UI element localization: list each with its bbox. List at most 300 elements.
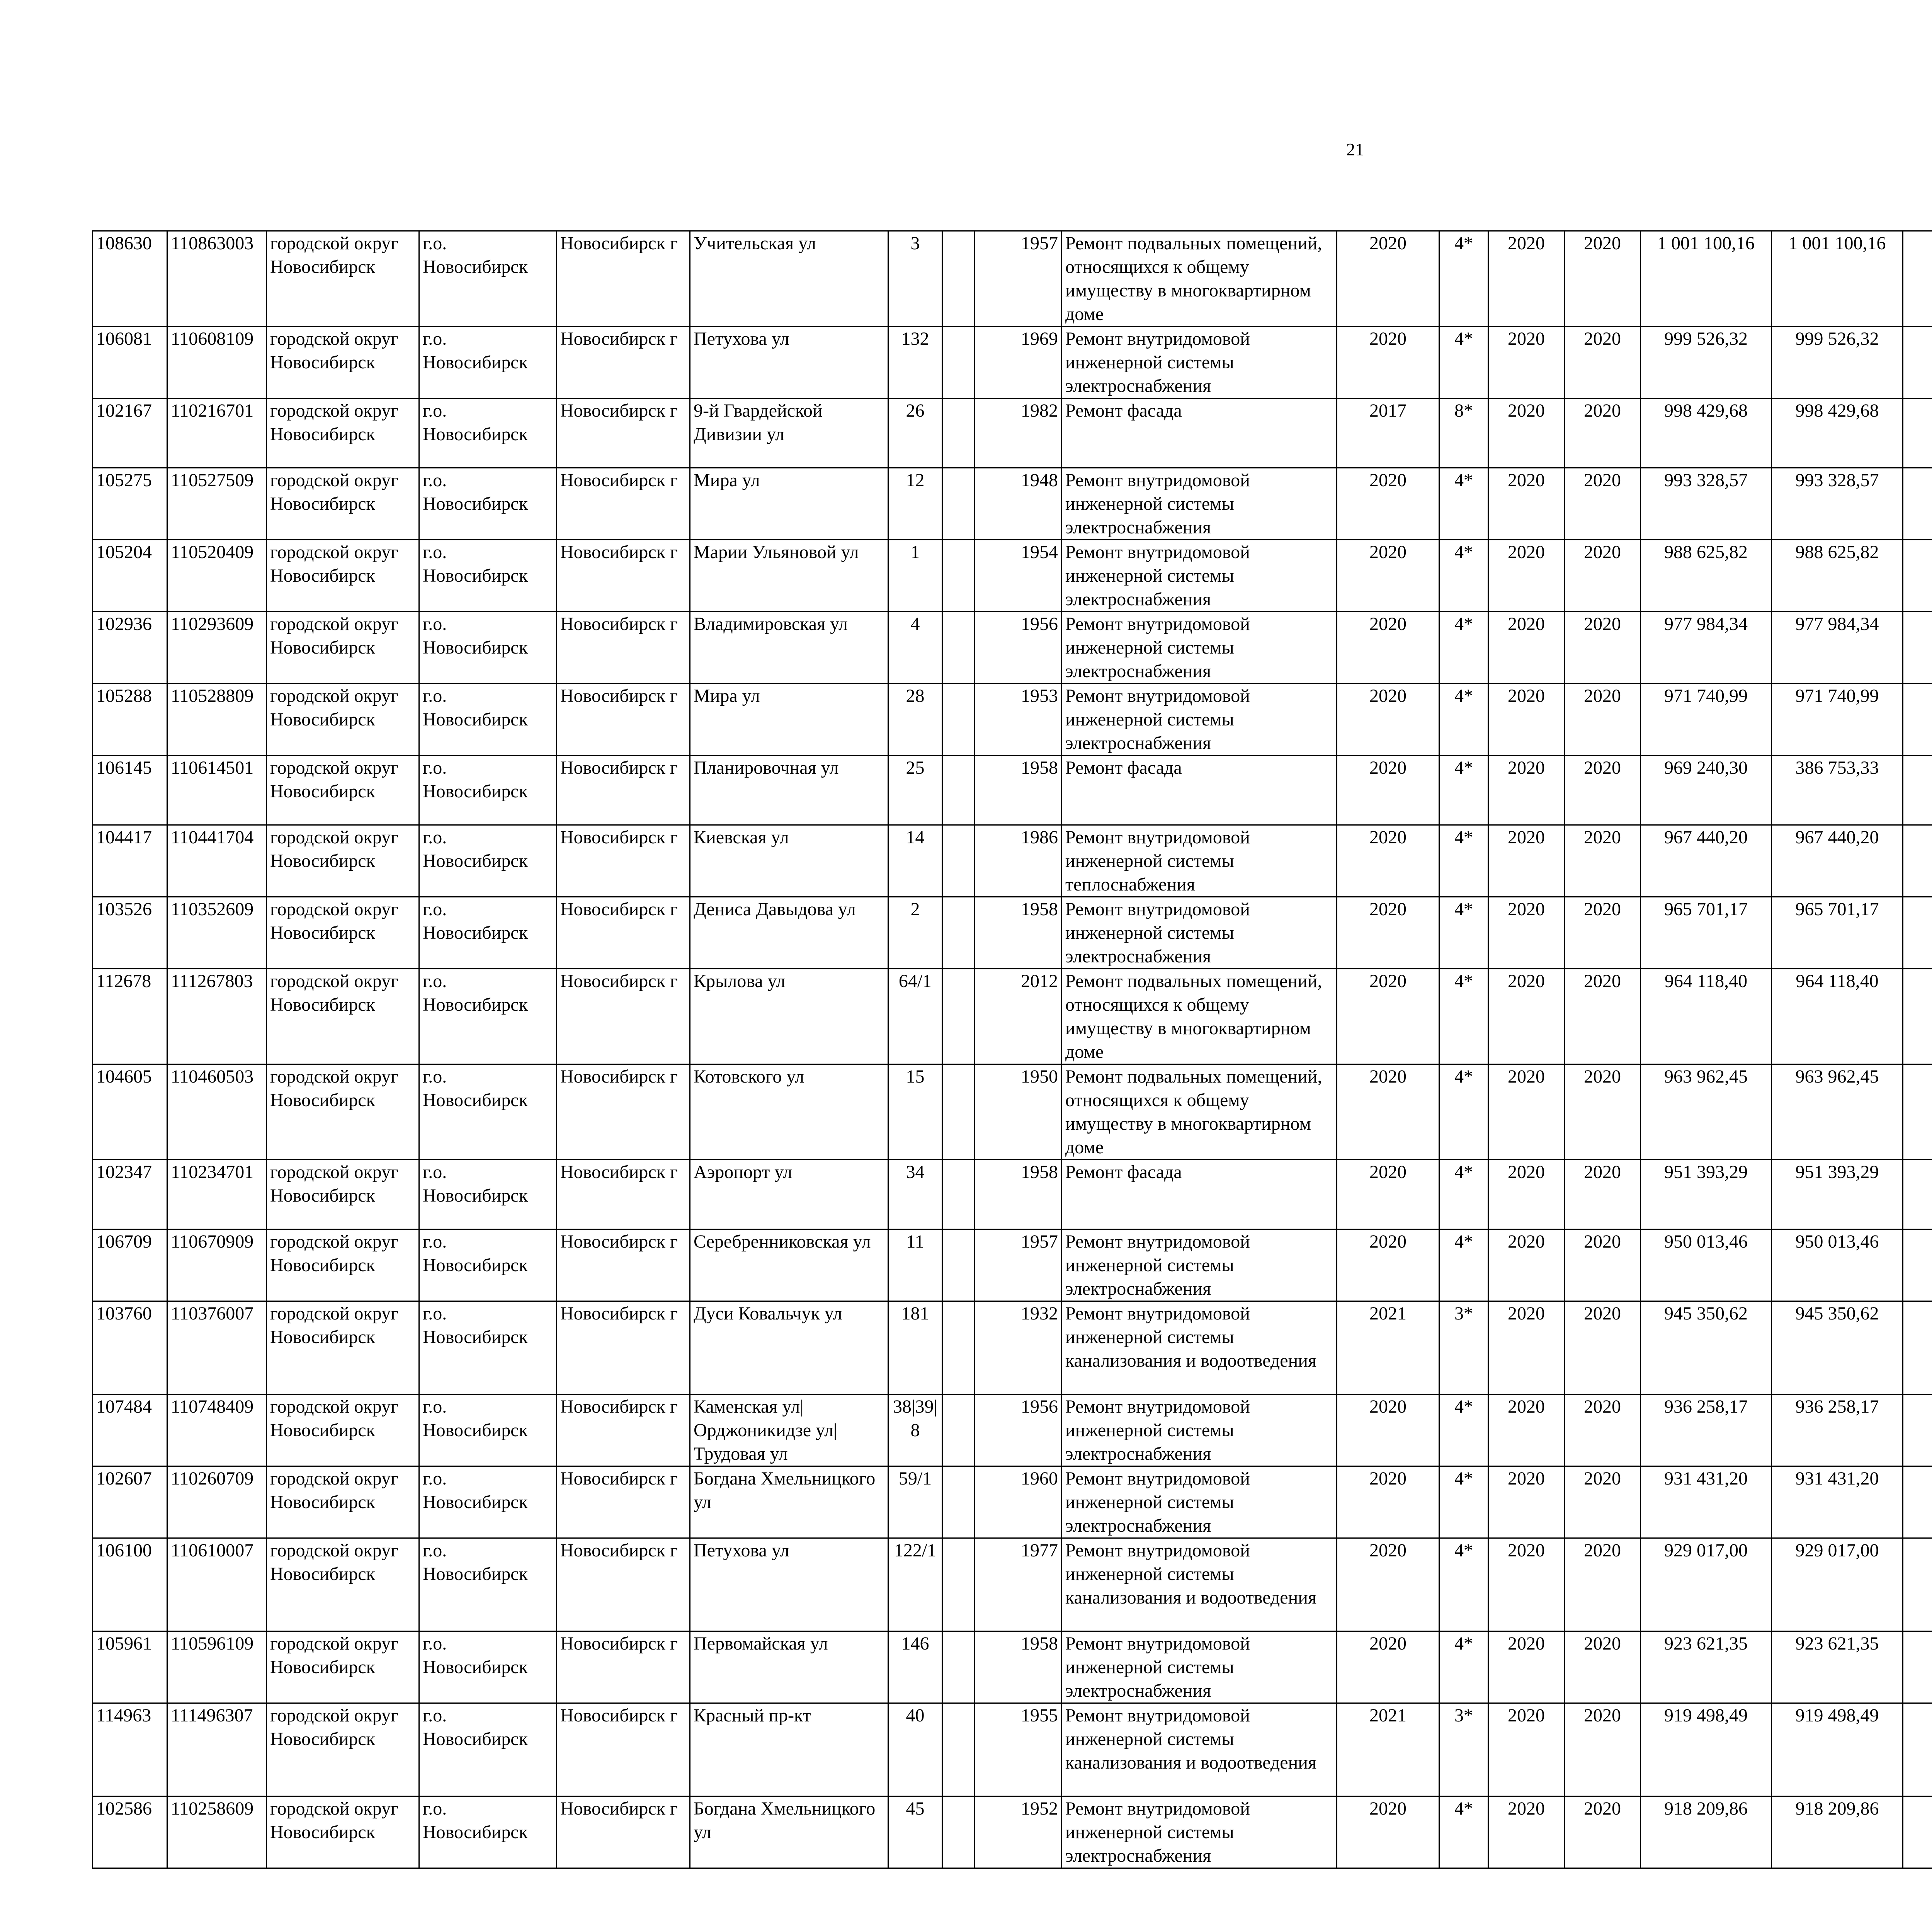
work-type-cell: Ремонт внутридомовой инженерной системы электроснабжения [1062,540,1337,612]
total-cost-cell: 923 621,35 [1641,1631,1772,1703]
priority-cell: 4* [1439,1631,1488,1703]
owners-funds-cell: 936 258,17 [1772,1394,1903,1466]
start-year-cell: 2020 [1488,1160,1565,1229]
house-number-cell: 12 [888,468,942,540]
house-number-cell: 34 [888,1160,942,1229]
house-code-cell: 102607 [93,1466,167,1538]
house-code-cell: 105275 [93,468,167,540]
building-cell [942,540,975,612]
table-row [93,969,1932,1064]
work-type-cell: Ремонт фасада [1062,398,1337,468]
fias-code-cell: 110608109 [167,327,267,398]
settlement-cell: г.о. Новосибирск [419,897,557,969]
fias-code-cell: 111496307 [167,1703,267,1796]
table-row [93,684,1932,756]
settlement-cell: г.о. Новосибирск [419,612,557,684]
federal-funds-cell [1903,756,1932,825]
fias-code-cell: 110216701 [167,398,267,468]
federal-funds-cell [1903,231,1932,327]
priority-cell: 4* [1439,540,1488,612]
street-cell: Учительская ул [690,231,888,327]
total-cost-cell: 998 429,68 [1641,398,1772,468]
house-code-cell: 106709 [93,1229,167,1301]
priority-cell: 4* [1439,897,1488,969]
build-year-cell: 1969 [975,327,1062,398]
municipality-cell: городской округ Новосибирск [267,1301,419,1394]
federal-funds-cell [1903,825,1932,897]
house-number-cell: 132 [888,327,942,398]
fias-code-cell: 110441704 [167,825,267,897]
start-year-cell: 2020 [1488,468,1565,540]
street-cell: Котовского ул [690,1064,888,1160]
house-code-cell: 112678 [93,969,167,1064]
street-cell: Аэропорт ул [690,1160,888,1229]
table-row [93,1301,1932,1394]
city-cell: Новосибирск г [557,1703,690,1796]
priority-cell: 4* [1439,1064,1488,1160]
street-cell: Планировочная ул [690,756,888,825]
end-year-cell: 2020 [1565,1301,1641,1394]
total-cost-cell: 931 431,20 [1641,1466,1772,1538]
municipality-cell: городской округ Новосибирск [267,825,419,897]
building-cell [942,398,975,468]
street-cell: Киевская ул [690,825,888,897]
house-code-cell: 104605 [93,1064,167,1160]
build-year-cell: 1955 [975,1703,1062,1796]
house-number-cell: 15 [888,1064,942,1160]
table-row [93,1229,1932,1301]
building-cell [942,468,975,540]
city-cell: Новосибирск г [557,231,690,327]
municipality-cell: городской округ Новосибирск [267,468,419,540]
end-year-cell: 2020 [1565,231,1641,327]
planned-year-cell: 2020 [1337,756,1439,825]
planned-year-cell: 2020 [1337,1631,1439,1703]
build-year-cell: 1953 [975,684,1062,756]
table-row [93,1631,1932,1703]
build-year-cell: 1960 [975,1466,1062,1538]
start-year-cell: 2020 [1488,1301,1565,1394]
city-cell: Новосибирск г [557,1160,690,1229]
house-number-cell: 45 [888,1796,942,1868]
street-cell: Петухова ул [690,327,888,398]
planned-year-cell: 2020 [1337,231,1439,327]
municipality-cell: городской округ Новосибирск [267,398,419,468]
work-type-cell: Ремонт внутридомовой инженерной системы электроснабжения [1062,327,1337,398]
municipality-cell: городской округ Новосибирск [267,897,419,969]
street-cell: Богдана Хмельницкого ул [690,1466,888,1538]
fias-code-cell: 110260709 [167,1466,267,1538]
settlement-cell: г.о. Новосибирск [419,1301,557,1394]
building-cell [942,1064,975,1160]
work-type-cell: Ремонт внутридомовой инженерной системы канализования и водоотведения [1062,1538,1337,1631]
federal-funds-cell [1903,684,1932,756]
federal-funds-cell [1903,468,1932,540]
house-number-cell: 181 [888,1301,942,1394]
settlement-cell: г.о. Новосибирск [419,684,557,756]
planned-year-cell: 2017 [1337,398,1439,468]
house-code-cell: 105204 [93,540,167,612]
priority-cell: 4* [1439,684,1488,756]
table-row [93,398,1932,468]
house-code-cell: 114963 [93,1703,167,1796]
build-year-cell: 1958 [975,1160,1062,1229]
work-type-cell: Ремонт внутридомовой инженерной системы электроснабжения [1062,1229,1337,1301]
table-row [93,468,1932,540]
planned-year-cell: 2020 [1337,327,1439,398]
end-year-cell: 2020 [1565,897,1641,969]
end-year-cell: 2020 [1565,1631,1641,1703]
priority-cell: 4* [1439,231,1488,327]
street-cell: Мира ул [690,684,888,756]
settlement-cell: г.о. Новосибирск [419,398,557,468]
settlement-cell: г.о. Новосибирск [419,1160,557,1229]
build-year-cell: 1952 [975,1796,1062,1868]
owners-funds-cell: 923 621,35 [1772,1631,1903,1703]
federal-funds-cell [1903,897,1932,969]
work-type-cell: Ремонт подвальных помещений, относящихся к общему имуществу в многоквартирном доме [1062,969,1337,1064]
building-cell [942,327,975,398]
owners-funds-cell: 964 118,40 [1772,969,1903,1064]
federal-funds-cell [1903,1160,1932,1229]
table-row [93,1466,1932,1538]
house-number-cell: 64/1 [888,969,942,1064]
owners-funds-cell: 999 526,32 [1772,327,1903,398]
house-code-cell: 103760 [93,1301,167,1394]
municipality-cell: городской округ Новосибирск [267,1064,419,1160]
start-year-cell: 2020 [1488,969,1565,1064]
priority-cell: 4* [1439,1466,1488,1538]
planned-year-cell: 2020 [1337,1796,1439,1868]
build-year-cell: 1958 [975,1631,1062,1703]
total-cost-cell: 919 498,49 [1641,1703,1772,1796]
total-cost-cell: 977 984,34 [1641,612,1772,684]
planned-year-cell: 2020 [1337,897,1439,969]
fias-code-cell: 110863003 [167,231,267,327]
end-year-cell: 2020 [1565,1466,1641,1538]
total-cost-cell: 999 526,32 [1641,327,1772,398]
house-number-cell: 4 [888,612,942,684]
priority-cell: 4* [1439,1538,1488,1631]
table-row [93,612,1932,684]
street-cell: Дуси Ковальчук ул [690,1301,888,1394]
owners-funds-cell: 950 013,46 [1772,1229,1903,1301]
municipality-cell: городской округ Новосибирск [267,756,419,825]
city-cell: Новосибирск г [557,1301,690,1394]
city-cell: Новосибирск г [557,969,690,1064]
end-year-cell: 2020 [1565,540,1641,612]
municipality-cell: городской округ Новосибирск [267,231,419,327]
city-cell: Новосибирск г [557,684,690,756]
work-type-cell: Ремонт внутридомовой инженерной системы электроснабжения [1062,1394,1337,1466]
build-year-cell: 1956 [975,1394,1062,1466]
settlement-cell: г.о. Новосибирск [419,1631,557,1703]
house-code-cell: 102347 [93,1160,167,1229]
total-cost-cell: 936 258,17 [1641,1394,1772,1466]
table-row [93,1538,1932,1631]
house-number-cell: 38|39|8 [888,1394,942,1466]
planned-year-cell: 2020 [1337,1538,1439,1631]
building-cell [942,612,975,684]
repair-register-table [92,230,1932,1869]
municipality-cell: городской округ Новосибирск [267,684,419,756]
build-year-cell: 1958 [975,897,1062,969]
house-code-cell: 102936 [93,612,167,684]
federal-funds-cell [1903,1538,1932,1631]
house-number-cell: 26 [888,398,942,468]
start-year-cell: 2020 [1488,684,1565,756]
total-cost-cell: 993 328,57 [1641,468,1772,540]
municipality-cell: городской округ Новосибирск [267,1538,419,1631]
building-cell [942,1538,975,1631]
street-cell: Крылова ул [690,969,888,1064]
house-code-cell: 107484 [93,1394,167,1466]
table-row [93,327,1932,398]
street-cell: Каменская ул|Орджоникидзе ул|Трудовая ул [690,1394,888,1466]
city-cell: Новосибирск г [557,1631,690,1703]
owners-funds-cell: 971 740,99 [1772,684,1903,756]
house-code-cell: 102167 [93,398,167,468]
house-code-cell: 105288 [93,684,167,756]
table-row [93,1064,1932,1160]
work-type-cell: Ремонт внутридомовой инженерной системы электроснабжения [1062,684,1337,756]
work-type-cell: Ремонт внутридомовой инженерной системы электроснабжения [1062,612,1337,684]
owners-funds-cell: 977 984,34 [1772,612,1903,684]
city-cell: Новосибирск г [557,398,690,468]
table-row [93,825,1932,897]
start-year-cell: 2020 [1488,897,1565,969]
build-year-cell: 1932 [975,1301,1062,1394]
start-year-cell: 2020 [1488,1796,1565,1868]
end-year-cell: 2020 [1565,398,1641,468]
federal-funds-cell [1903,1229,1932,1301]
city-cell: Новосибирск г [557,612,690,684]
municipality-cell: городской округ Новосибирск [267,1160,419,1229]
city-cell: Новосибирск г [557,1394,690,1466]
end-year-cell: 2020 [1565,1796,1641,1868]
end-year-cell: 2020 [1565,1229,1641,1301]
house-number-cell: 122/1 [888,1538,942,1631]
fias-code-cell: 110234701 [167,1160,267,1229]
house-code-cell: 108630 [93,231,167,327]
fias-code-cell: 110596109 [167,1631,267,1703]
build-year-cell: 1957 [975,1229,1062,1301]
house-number-cell: 14 [888,825,942,897]
planned-year-cell: 2020 [1337,540,1439,612]
priority-cell: 4* [1439,756,1488,825]
start-year-cell: 2020 [1488,1064,1565,1160]
end-year-cell: 2020 [1565,327,1641,398]
house-number-cell: 1 [888,540,942,612]
end-year-cell: 2020 [1565,969,1641,1064]
owners-funds-cell: 931 431,20 [1772,1466,1903,1538]
fias-code-cell: 110670909 [167,1229,267,1301]
building-cell [942,897,975,969]
fias-code-cell: 110258609 [167,1796,267,1868]
street-cell: Серебренниковская ул [690,1229,888,1301]
total-cost-cell: 965 701,17 [1641,897,1772,969]
settlement-cell: г.о. Новосибирск [419,1229,557,1301]
federal-funds-cell [1903,1064,1932,1160]
build-year-cell: 1957 [975,231,1062,327]
planned-year-cell: 2020 [1337,969,1439,1064]
table-row [93,1703,1932,1796]
total-cost-cell: 969 240,30 [1641,756,1772,825]
total-cost-cell: 964 118,40 [1641,969,1772,1064]
total-cost-cell: 918 209,86 [1641,1796,1772,1868]
street-cell: Красный пр-кт [690,1703,888,1796]
building-cell [942,1466,975,1538]
priority-cell: 4* [1439,612,1488,684]
building-cell [942,684,975,756]
federal-funds-cell [1903,1394,1932,1466]
work-type-cell: Ремонт подвальных помещений, относящихся к общему имуществу в многоквартирном доме [1062,231,1337,327]
fias-code-cell: 110610007 [167,1538,267,1631]
street-cell: Богдана Хмельницкого ул [690,1796,888,1868]
total-cost-cell: 988 625,82 [1641,540,1772,612]
start-year-cell: 2020 [1488,825,1565,897]
priority-cell: 8* [1439,398,1488,468]
owners-funds-cell: 951 393,29 [1772,1160,1903,1229]
total-cost-cell: 951 393,29 [1641,1160,1772,1229]
work-type-cell: Ремонт внутридомовой инженерной системы теплоснабжения [1062,825,1337,897]
house-code-cell: 106100 [93,1538,167,1631]
city-cell: Новосибирск г [557,825,690,897]
end-year-cell: 2020 [1565,612,1641,684]
start-year-cell: 2020 [1488,1631,1565,1703]
planned-year-cell: 2020 [1337,1394,1439,1466]
municipality-cell: городской округ Новосибирск [267,327,419,398]
street-cell: Дениса Давыдова ул [690,897,888,969]
fias-code-cell: 110520409 [167,540,267,612]
building-cell [942,1394,975,1466]
street-cell: Мира ул [690,468,888,540]
table-row [93,1394,1932,1466]
page-number: 21 [1346,140,1364,159]
build-year-cell: 1956 [975,612,1062,684]
settlement-cell: г.о. Новосибирск [419,1703,557,1796]
build-year-cell: 2012 [975,969,1062,1064]
house-code-cell: 103526 [93,897,167,969]
house-number-cell: 28 [888,684,942,756]
owners-funds-cell: 988 625,82 [1772,540,1903,612]
start-year-cell: 2020 [1488,1538,1565,1631]
build-year-cell: 1954 [975,540,1062,612]
settlement-cell: г.о. Новосибирск [419,1394,557,1466]
street-cell: Первомайская ул [690,1631,888,1703]
start-year-cell: 2020 [1488,231,1565,327]
building-cell [942,1160,975,1229]
planned-year-cell: 2020 [1337,612,1439,684]
end-year-cell: 2020 [1565,1703,1641,1796]
owners-funds-cell: 965 701,17 [1772,897,1903,969]
municipality-cell: городской округ Новосибирск [267,1631,419,1703]
settlement-cell: г.о. Новосибирск [419,969,557,1064]
federal-funds-cell [1903,540,1932,612]
priority-cell: 4* [1439,468,1488,540]
settlement-cell: г.о. Новосибирск [419,327,557,398]
house-number-cell: 3 [888,231,942,327]
house-number-cell: 25 [888,756,942,825]
start-year-cell: 2020 [1488,1229,1565,1301]
building-cell [942,231,975,327]
priority-cell: 4* [1439,969,1488,1064]
settlement-cell: г.о. Новосибирск [419,1466,557,1538]
work-type-cell: Ремонт внутридомовой инженерной системы электроснабжения [1062,468,1337,540]
work-type-cell: Ремонт внутридомовой инженерной системы электроснабжения [1062,1796,1337,1868]
street-cell: Владимировская ул [690,612,888,684]
city-cell: Новосибирск г [557,756,690,825]
priority-cell: 4* [1439,1160,1488,1229]
municipality-cell: городской округ Новосибирск [267,540,419,612]
build-year-cell: 1982 [975,398,1062,468]
house-number-cell: 11 [888,1229,942,1301]
building-cell [942,1229,975,1301]
city-cell: Новосибирск г [557,1538,690,1631]
municipality-cell: городской округ Новосибирск [267,1394,419,1466]
owners-funds-cell: 963 962,45 [1772,1064,1903,1160]
fias-code-cell: 110614501 [167,756,267,825]
fias-code-cell: 110527509 [167,468,267,540]
table-row [93,231,1932,327]
owners-funds-cell: 998 429,68 [1772,398,1903,468]
house-number-cell: 40 [888,1703,942,1796]
total-cost-cell: 1 001 100,16 [1641,231,1772,327]
house-code-cell: 104417 [93,825,167,897]
house-number-cell: 2 [888,897,942,969]
municipality-cell: городской округ Новосибирск [267,1796,419,1868]
street-cell: Марии Ульяновой ул [690,540,888,612]
owners-funds-cell: 1 001 100,16 [1772,231,1903,327]
owners-funds-cell: 993 328,57 [1772,468,1903,540]
federal-funds-cell [1903,398,1932,468]
federal-funds-cell [1903,327,1932,398]
end-year-cell: 2020 [1565,1394,1641,1466]
city-cell: Новосибирск г [557,540,690,612]
city-cell: Новосибирск г [557,468,690,540]
settlement-cell: г.о. Новосибирск [419,1064,557,1160]
settlement-cell: г.о. Новосибирск [419,825,557,897]
priority-cell: 4* [1439,327,1488,398]
federal-funds-cell [1903,1703,1932,1796]
federal-funds-cell [1903,1466,1932,1538]
house-number-cell: 59/1 [888,1466,942,1538]
table-row [93,1796,1932,1868]
table-row [93,1160,1932,1229]
build-year-cell: 1948 [975,468,1062,540]
work-type-cell: Ремонт фасада [1062,1160,1337,1229]
building-cell [942,756,975,825]
house-number-cell: 146 [888,1631,942,1703]
priority-cell: 4* [1439,825,1488,897]
priority-cell: 3* [1439,1301,1488,1394]
fias-code-cell: 111267803 [167,969,267,1064]
build-year-cell: 1986 [975,825,1062,897]
settlement-cell: г.о. Новосибирск [419,1796,557,1868]
owners-funds-cell: 918 209,86 [1772,1796,1903,1868]
total-cost-cell: 929 017,00 [1641,1538,1772,1631]
end-year-cell: 2020 [1565,825,1641,897]
end-year-cell: 2020 [1565,1538,1641,1631]
settlement-cell: г.о. Новосибирск [419,756,557,825]
planned-year-cell: 2020 [1337,1466,1439,1538]
federal-funds-cell [1903,1301,1932,1394]
table-row [93,540,1932,612]
street-cell: 9-й Гвардейской Дивизии ул [690,398,888,468]
build-year-cell: 1950 [975,1064,1062,1160]
planned-year-cell: 2020 [1337,1064,1439,1160]
start-year-cell: 2020 [1488,327,1565,398]
